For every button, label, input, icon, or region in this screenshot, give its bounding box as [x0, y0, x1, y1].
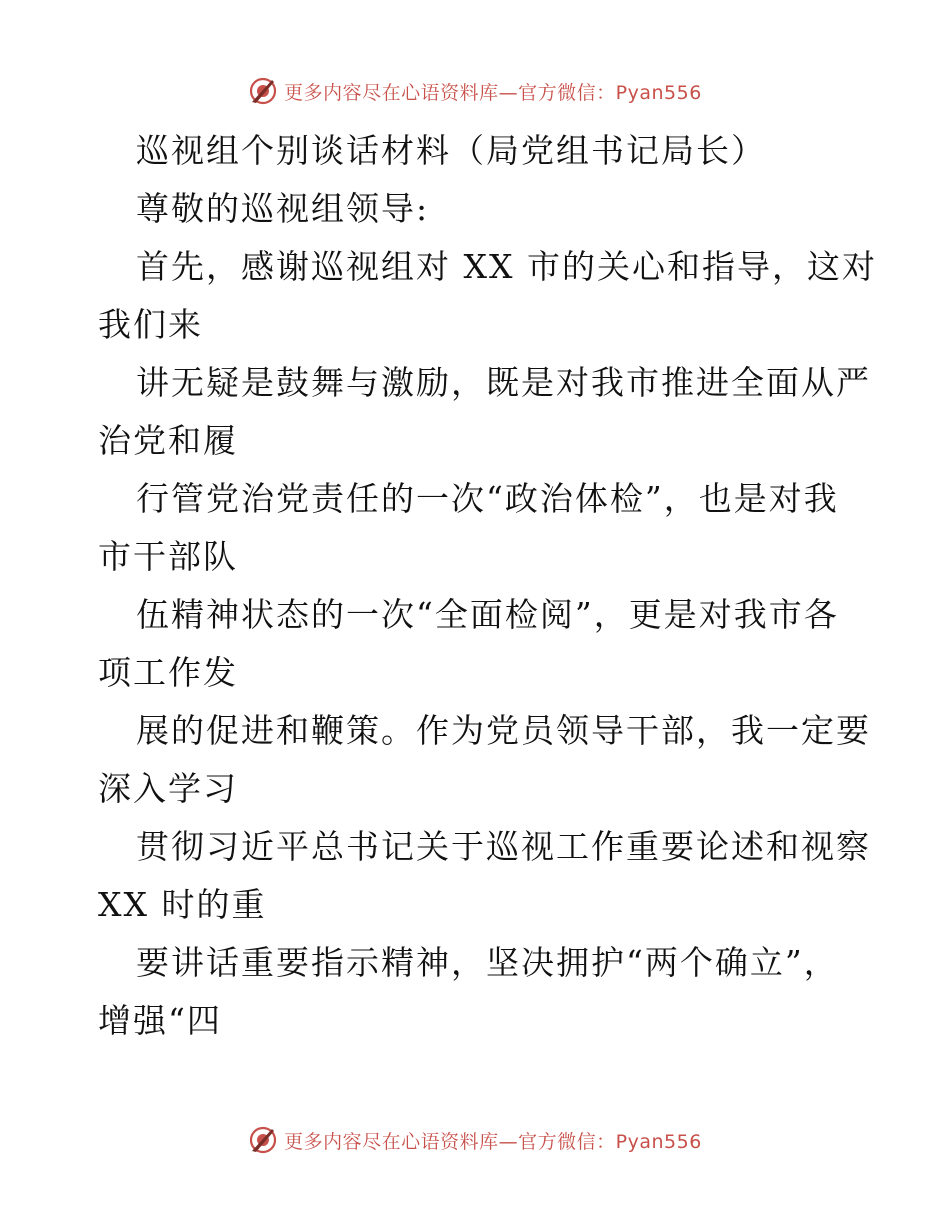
footer-banner: [0, 1120, 950, 1160]
salutation: 尊敬的巡视组领导:: [136, 189, 430, 228]
body-line: 讲无疑是鼓舞与激励，既是对我市推进全面从严: [136, 363, 871, 402]
quill-logo-icon: [248, 76, 278, 106]
document-title: 巡视组个别谈话材料（局党组书记局长）: [136, 131, 766, 170]
body-line: 增强“四: [98, 1001, 222, 1040]
header-banner-text: 更多内容尽在心语资料库—官方微信：Pyan556: [284, 81, 702, 104]
body-line: 伍精神状态的一次“全面检阅”，更是对我市各: [136, 595, 839, 634]
body-line: 市干部队: [98, 537, 238, 576]
body-line: 要讲话重要指示精神，坚决拥护“两个确立”，: [136, 943, 839, 982]
quill-logo-icon: [248, 1125, 278, 1155]
body-line: 项工作发: [98, 653, 238, 692]
body-line: 行管党治党责任的一次“政治体检”，也是对我: [136, 479, 839, 518]
header-banner: [0, 71, 950, 111]
body-line: 我们来: [98, 305, 203, 344]
document-body: [98, 122, 877, 1050]
body-line: 首先，感谢巡视组对 XX 市的关心和指导，这对: [136, 247, 877, 286]
footer-banner-text: 更多内容尽在心语资料库—官方微信：Pyan556: [284, 1130, 702, 1153]
body-line: 贯彻习近平总书记关于巡视工作重要论述和视察: [136, 827, 871, 866]
body-line: 治党和履: [98, 421, 238, 460]
body-line: XX 时的重: [98, 885, 267, 924]
body-line: 展的促进和鞭策。作为党员领导干部，我一定要: [136, 711, 871, 750]
body-line: 深入学习: [98, 769, 238, 808]
